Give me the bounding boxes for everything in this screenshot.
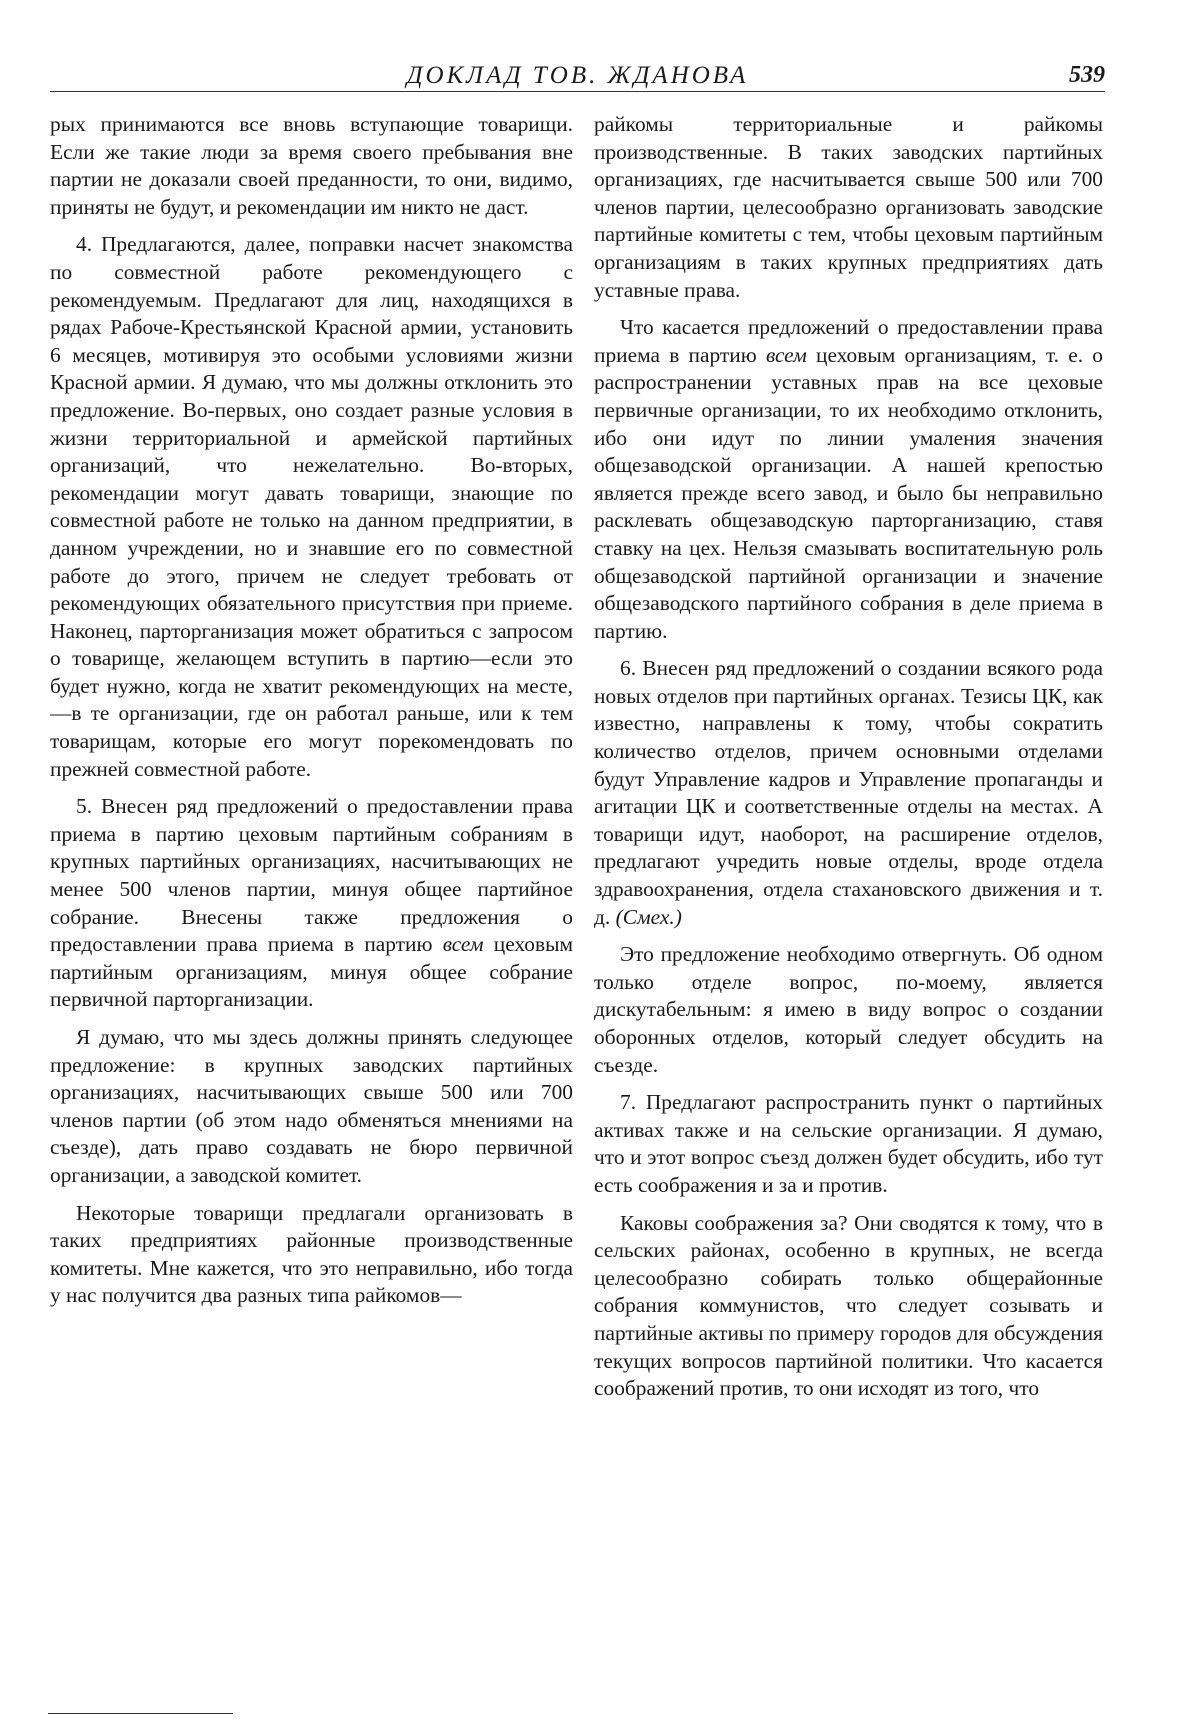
paragraph: Это предложение необходимо отвергнуть. Об одном только отделе вопрос, по-моему, является дискутабельным: я имею в виду вопрос о создании оборонных отделов, который следует обсудить на съезде. bbox=[594, 942, 1103, 1077]
paragraph-text: 5. Внесен ряд предложений о предоставлении права приема в партию цеховым партийным собраниям в крупных партийных организациях, насчитывающих не менее 500 членов партии, минуя общее партийное собрание. Внесены также предложения о предоставлении права приема в партию bbox=[50, 794, 573, 957]
paragraph-text: цеховым партийным организациям, минуя общее собрание первичной парторганизации. bbox=[50, 932, 574, 1012]
running-header bbox=[50, 58, 1105, 92]
paragraph: 4. Предлагаются, далее, поправки насчет знакомства по совместной работе рекомендующего с рекомендуемым. Предлагают для лиц, находящихся в рядах Рабоче-Крестьянской Красной армии, установить 6 месяцев, мотивируя это особыми условиями жизни Красной армии. Я думаю, что мы должны отклонить это предложение. Во-первых, оно создает разные условия в жизни территориальной и армейской партийных организаций, что нежелательно. Во-вторых, рекомендации могут давать товарищи, знающие по совместной работе не только на данном предприятии, в данном учреждении, но и знавшие его по совместной работе до этого, причем не следует требовать от рекомендующих обязательного присутствия при приеме. Наконец, парторганизация может обратиться с запросом о товарище, желающем вступить в партию—если это будет нужно, когда не хватит рекомендующих на месте,—в те организации, где он работал раньше, или к тем товарищам, которые его могут порекомендовать по прежней совместной работе. bbox=[50, 232, 573, 781]
emphasis: всем bbox=[442, 932, 484, 957]
paragraph: Я думаю, что мы здесь должны принять следующее предложение: в крупных заводских партийных организациях, насчитывающих свыше 500 или 700 членов партии (об этом надо обменяться мнениями на съезде), дать право создавать не бюро первичной организации, а заводской комитет. bbox=[50, 1025, 573, 1187]
paragraph-text: Что касается предложений о предоставлении права приема в партию bbox=[594, 315, 1103, 367]
paragraph: 7. Предлагают распространить пункт о партийных активах также и на сельские организации. Я думаю, что и этот вопрос съезд должен будет обсудить, ибо тут есть соображения и за и против. bbox=[594, 1090, 1103, 1197]
emphasis: всем bbox=[765, 342, 807, 367]
paragraph-text: цеховым организациям, т. е. о распространении уставных прав на все цеховые первичные организации, то их необходимо отклонить, ибо они идут по линии умаления значения общезаводской организации. А нашей крепостью является прежде всего завод, и было бы неправильно расклевать общезаводскую парторганизацию, ставя ставку на цех. Нельзя смазывать воспитательную роль общезаводской партийной организации и значение общезаводского партийного собрания в деле приема в партию. bbox=[594, 342, 1103, 643]
paragraph: Некоторые товарищи предлагали организовать в таких предприятиях районные производственные комитеты. Мне кажется, что это неправильно, ибо тогда у нас получится два разных типа райкомов— bbox=[50, 1200, 573, 1308]
paragraph: рых принимаются все вновь вступающие товарищи. Если же такие люди за время своего пребывания вне партии не доказали своей преданности, то они, видимо, приняты не будут, и рекомендации им никто не даст. bbox=[50, 112, 573, 219]
left-column bbox=[50, 111, 573, 1310]
paragraph: Каковы соображения за? Они сводятся к тому, что в сельских районах, особенно в крупных, не всегда целесообразно собирать только общерайонные собрания коммунистов, что следует созывать и партийные активы по примеру городов для обсуждения текущих вопросов партийной политики. Что касается соображений против, то они исходят из того, что bbox=[594, 1210, 1103, 1401]
right-column bbox=[594, 111, 1103, 1403]
paragraph bbox=[594, 655, 1103, 931]
paragraph: райкомы территориальные и райкомы производственные. В таких заводских партийных организациях, где насчитывается свыше 500 или 700 членов партии, целесообразно организовать заводские партийные комитеты с тем, чтобы цеховым партийным организациям в таких крупных предприятиях дать уставные права. bbox=[594, 112, 1103, 302]
emphasis: (Смех.) bbox=[615, 904, 682, 929]
paragraph bbox=[50, 793, 573, 1014]
paragraph-text: 6. Внесен ряд предложений о создании всякого рода новых отделов при партийных органах. Тезисы ЦК, как известно, направлены к тому, чтобы сократить количество отделов, причем основными отделами будут Управление кадров и Управление пропаганды и агитации ЦК и соответственные отделы на местах. А товарищи идут, наоборот, на расширение отделов, предлагают учредить новые отделы, вроде отдела здравоохранения, отдела стахановского движения и т. д. bbox=[594, 656, 1103, 929]
running-title: ДОКЛАД ТОВ. ЖДАНОВА bbox=[406, 62, 749, 89]
footer-rule bbox=[48, 1713, 233, 1714]
paragraph bbox=[594, 314, 1103, 645]
page-number: 539 bbox=[1069, 62, 1105, 88]
header-rule bbox=[50, 91, 1105, 92]
